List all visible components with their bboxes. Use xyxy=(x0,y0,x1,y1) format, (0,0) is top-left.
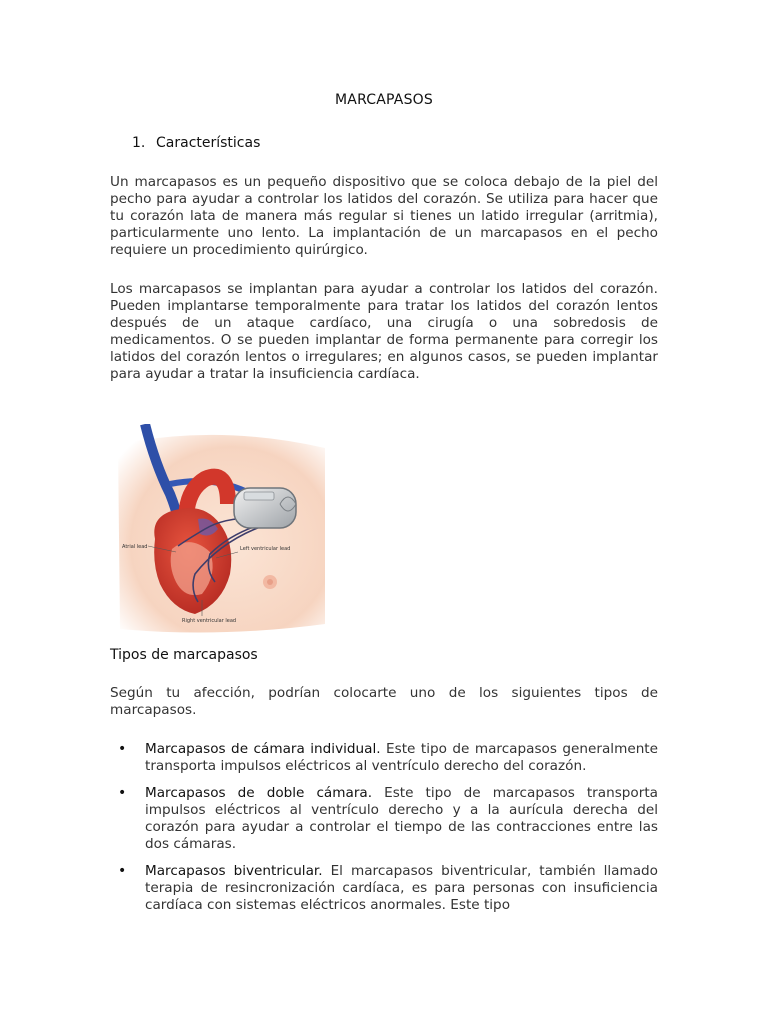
label-left-ventricular-lead: Left ventricular lead xyxy=(240,546,291,552)
section-heading-caracteristicas xyxy=(132,135,260,151)
section-heading-tipos: Tipos de marcapasos xyxy=(110,647,258,663)
list-item-term: Marcapasos biventricular. xyxy=(145,863,323,879)
paragraph-types-intro: Según tu afección, podrían colocarte uno de los siguientes tipos de marcapasos. xyxy=(110,685,658,718)
section-heading-text: Características xyxy=(156,135,261,151)
list-item-text: Este tipo de marcapasos generalmente transporta impulsos eléctricos al ventrículo derecho del corazón. xyxy=(145,741,659,774)
bullet-icon: • xyxy=(118,785,127,801)
section-number: 1. xyxy=(132,135,146,151)
label-right-ventricular-lead: Right ventricular lead xyxy=(182,618,237,624)
paragraph-intro: Un marcapasos es un pequeño dispositivo que se coloca debajo de la piel del pecho para ayudar a controlar los latidos del corazón. Se utiliza para hacer que tu corazón lata de manera más regular si tienes un latido irregular (arritmia), particularmente uno lento. La implantación de un marcapasos en el pecho requiere un procedimiento quirúrgico. xyxy=(110,174,658,258)
list-item-text: Este tipo de marcapasos transporta impulsos eléctricos al ventrículo derecho y a la aurícula derecha del corazón para ayudar a controlar el tiempo de las contracciones entre las dos cámaras. xyxy=(145,785,658,852)
document-title: MARCAPASOS xyxy=(335,92,433,108)
list-item-term: Marcapasos de doble cámara. xyxy=(145,785,373,801)
list-item xyxy=(110,741,658,775)
label-atrial-lead: Atrial lead xyxy=(122,544,148,550)
bullet-icon: • xyxy=(118,863,127,879)
list-item-term: Marcapasos de cámara individual. xyxy=(145,741,381,757)
paragraph-implant: Los marcapasos se implantan para ayudar a controlar los latidos del corazón. Pueden implantarse temporalmente para tratar los latidos del corazón lentos después de un ataque cardíaco, una cirugía o una sobredosis de medicamentos. O se pueden implantar de forma permanente para corregir los latidos del corazón lentos o irregulares; en algunos casos, se pueden implantar para ayudar a tratar la insuficiencia cardíaca. xyxy=(110,281,658,382)
pacemaker-heart-illustration xyxy=(110,424,332,638)
pacemaker-illustration-svg xyxy=(110,424,332,638)
bullet-icon: • xyxy=(118,741,127,757)
list-item-text: El marcapasos biventricular, también llamado terapia de resincronización cardíaca, es para personas con insuficiencia cardíaca con sistemas eléctricos anormales. Este tipo xyxy=(145,863,659,913)
list-item xyxy=(110,785,658,853)
list-item xyxy=(110,863,658,914)
pacemaker-types-list xyxy=(110,741,658,924)
